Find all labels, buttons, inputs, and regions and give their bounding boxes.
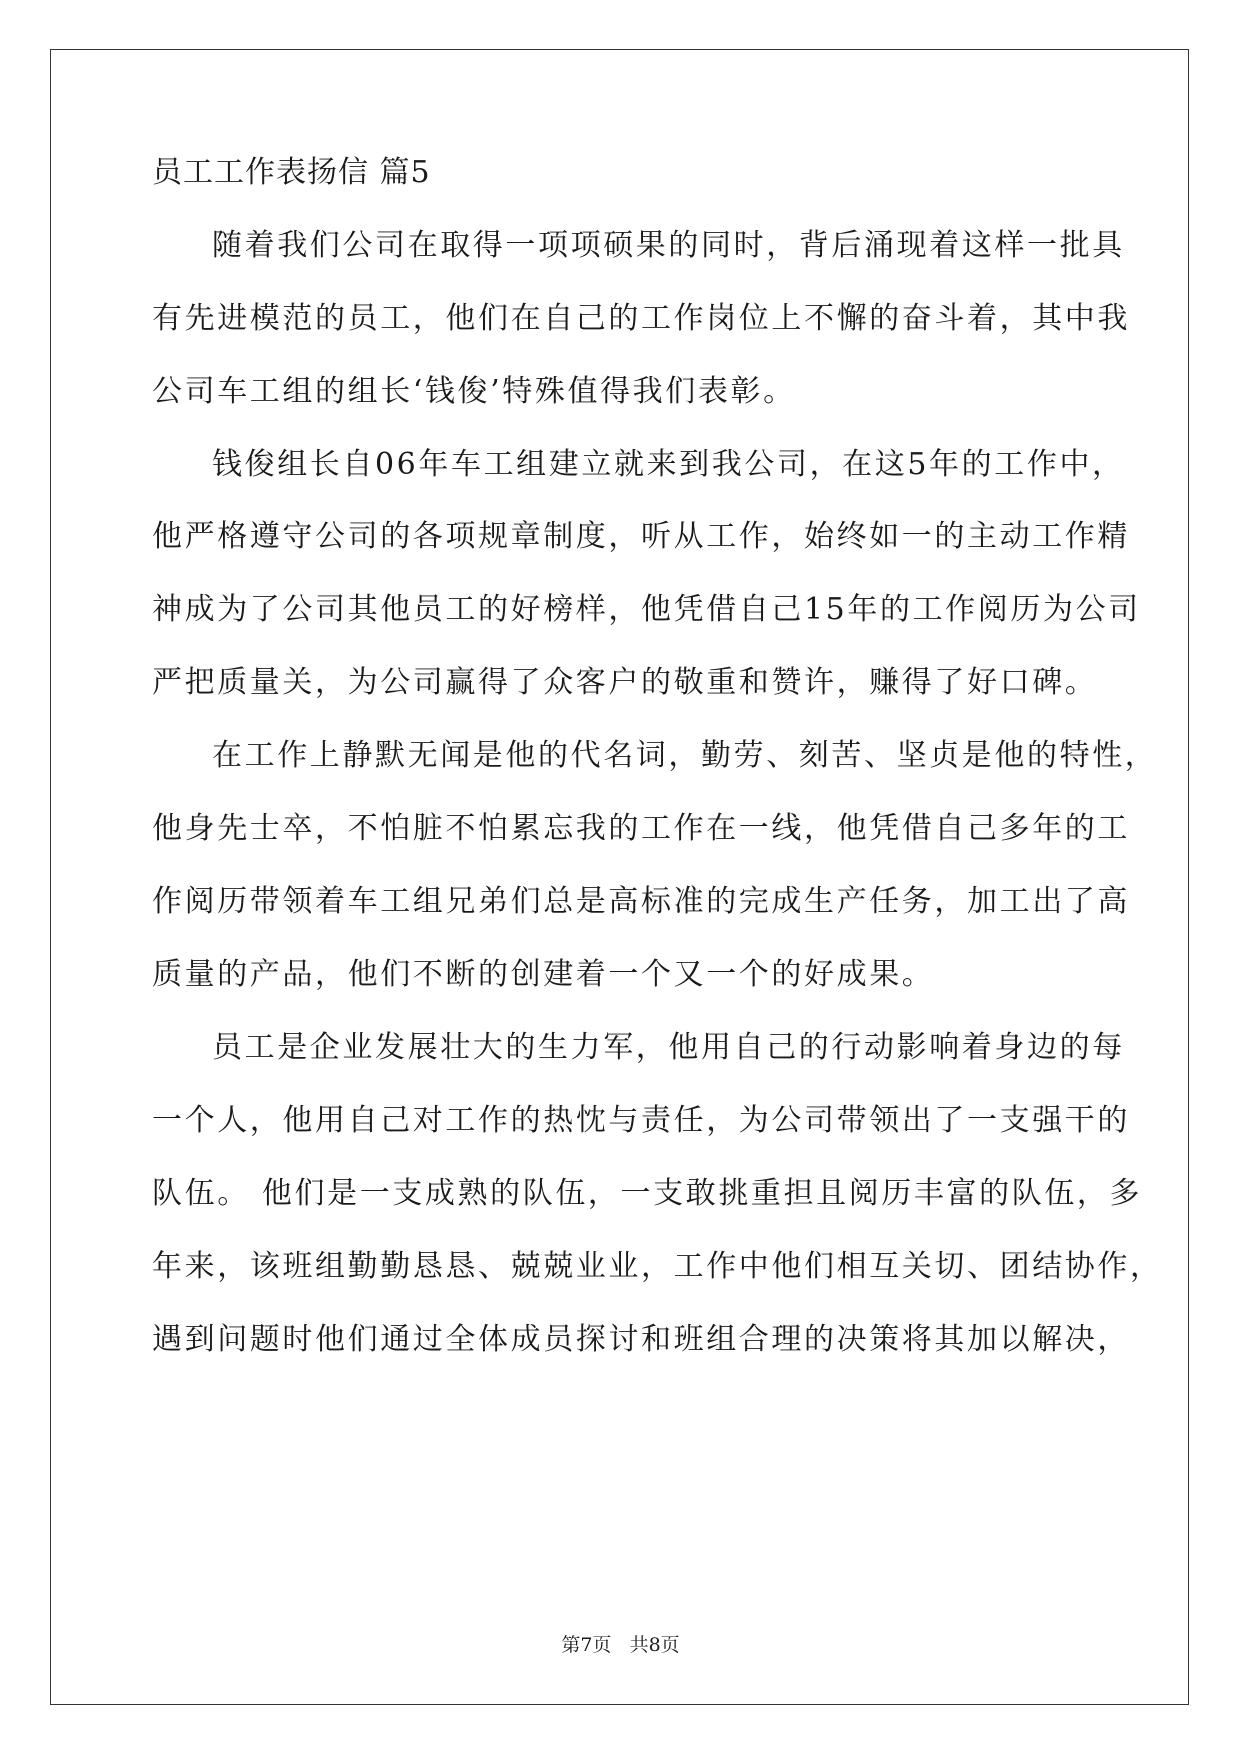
paragraph-line: 神成为了公司其他员工的好榜样，他凭借自己15年的工作阅历为公司	[152, 592, 1141, 627]
paragraph-line: 他严格遵守公司的各项规章制度，听从工作，始终如一的主动工作精	[152, 519, 1130, 554]
paragraph-line: 有先进模范的员工，他们在自己的工作岗位上不懈的奋斗着，其中我	[152, 301, 1130, 336]
paragraph-line: 在工作上静默无闻是他的代名词，勤劳、刻苦、坚贞是他的特性，	[212, 738, 1158, 773]
paragraph-line: 员工是企业发展壮大的生力军，他用自己的行动影响着身边的每	[212, 1030, 1125, 1065]
paragraph-line: 随着我们公司在取得一项项硕果的同时，背后涌现着这样一批具	[212, 228, 1125, 263]
paragraph-line: 队伍。 他们是一支成熟的队伍，一支敢挑重担且阅历丰富的队伍，多	[152, 1176, 1143, 1211]
document-title: 员工工作表扬信 篇5	[152, 155, 431, 190]
paragraph-line: 他身先士卒，不怕脏不怕累忘我的工作在一线，他凭借自己多年的工	[152, 811, 1130, 846]
paragraph-line: 钱俊组长自06年车工组建立就来到我公司，在这5年的工作中，	[212, 447, 1125, 482]
paragraph-line: 严把质量关，为公司赢得了众客户的敬重和赞许，赚得了好口碑。	[152, 665, 1098, 700]
paragraph-line: 年来，该班组勤勤恳恳、兢兢业业，工作中他们相互关切、团结协作，	[152, 1249, 1163, 1284]
paragraph-line: 作阅历带领着车工组兄弟们总是高标准的完成生产任务，加工出了高	[152, 884, 1130, 919]
page-footer	[0, 1630, 1241, 1657]
paragraph-line: 一个人，他用自己对工作的热忱与责任，为公司带领出了一支强干的	[152, 1103, 1130, 1138]
page-number: 第7页	[561, 1634, 612, 1656]
total-pages: 共8页	[629, 1634, 680, 1656]
paragraph-line: 公司车工组的组长‘钱俊’特殊值得我们表彰。	[152, 374, 796, 409]
page-border	[50, 49, 1189, 1705]
paragraph-line: 质量的产品，他们不断的创建着一个又一个的好成果。	[152, 957, 935, 992]
paragraph-line: 遇到问题时他们通过全体成员探讨和班组合理的决策将其加以解决，	[152, 1322, 1130, 1357]
